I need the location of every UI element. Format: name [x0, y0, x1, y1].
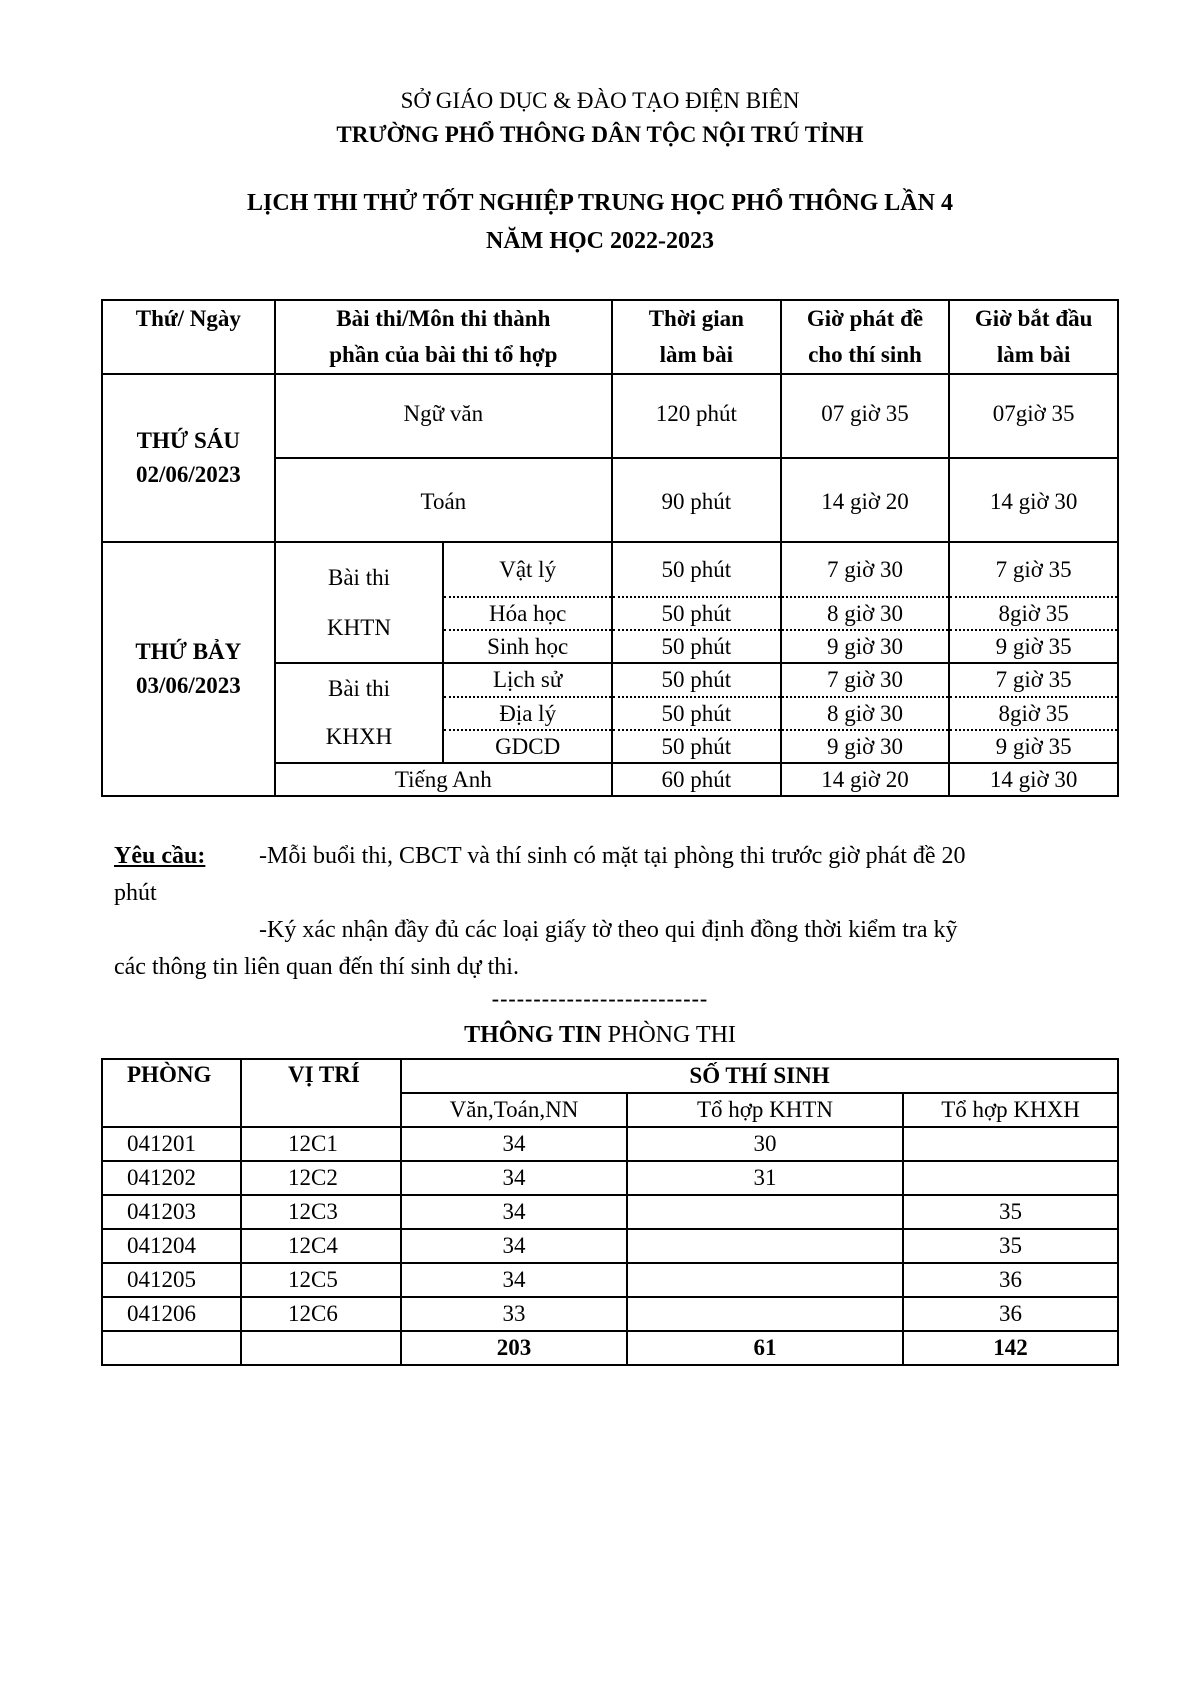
duration-cell: 50 phút: [612, 542, 781, 597]
table-row: [102, 1127, 1118, 1161]
khtn-cell: [627, 1195, 903, 1229]
school-name: TRƯỜNG PHỔ THÔNG DÂN TỘC NỘI TRÚ TỈNH: [336, 122, 864, 147]
start-cell: 14 giờ 30: [949, 763, 1118, 796]
department-name: SỞ GIÁO DỤC & ĐÀO TẠO ĐIỆN BIÊN: [400, 88, 800, 113]
subject-cell: Sinh học: [443, 630, 612, 663]
school-year: NĂM HỌC 2022-2023: [486, 228, 714, 254]
requirements-label: Yêu cầu:: [114, 843, 206, 869]
khtn-cell: 30: [627, 1127, 903, 1161]
subject-cell: Tiếng Anh: [275, 763, 612, 796]
table-row: [102, 1263, 1118, 1297]
start-cell: 14 giờ 30: [949, 458, 1118, 542]
start-cell: 7 giờ 35: [949, 663, 1118, 697]
vtn-cell: 34: [401, 1127, 627, 1161]
duration-cell: 50 phút: [612, 630, 781, 663]
requirement-1: Yêu cầu: -Mỗi buổi thi, CBCT và thí sinh có mặt tại phòng thi trước giờ phát đề 20: [114, 838, 1104, 875]
release-cell: 7 giờ 30: [781, 542, 950, 597]
table-row: [102, 1195, 1118, 1229]
empty-cell: [102, 1331, 241, 1365]
start-cell: 07giờ 35: [949, 374, 1118, 458]
khtn-cell: [627, 1263, 903, 1297]
release-cell: 14 giờ 20: [781, 458, 950, 542]
khxh-cell: [903, 1161, 1118, 1195]
empty-cell: [241, 1331, 401, 1365]
khtn-cell: [627, 1229, 903, 1263]
requirement-2-cont: các thông tin liên quan đến thí sinh dự thi.: [114, 954, 519, 980]
khxh-cell: 35: [903, 1229, 1118, 1263]
day1-cell: THỨ SÁU 02/06/2023: [102, 374, 275, 542]
room-cell: 041206: [102, 1297, 241, 1331]
requirements-section: [114, 838, 1104, 986]
subject-cell: Ngữ văn: [275, 374, 612, 458]
duration-cell: 50 phút: [612, 597, 781, 630]
subject-cell: GDCD: [443, 730, 612, 763]
header-count: SỐ THÍ SINH: [401, 1059, 1118, 1093]
duration-cell: 50 phút: [612, 730, 781, 763]
start-cell: 7 giờ 35: [949, 542, 1118, 597]
table-row: [102, 1161, 1118, 1195]
location-cell: 12C1: [241, 1127, 401, 1161]
room-cell: 041201: [102, 1127, 241, 1161]
header-khxh: Tổ hợp KHXH: [903, 1093, 1118, 1127]
header-duration: Thời gian làm bài: [612, 300, 781, 374]
subject-cell: Địa lý: [443, 697, 612, 730]
table-row: [102, 1229, 1118, 1263]
khtn-group-cell: Bài thi KHTN: [275, 542, 444, 663]
subject-cell: Vật lý: [443, 542, 612, 597]
vtn-cell: 33: [401, 1297, 627, 1331]
location-cell: 12C2: [241, 1161, 401, 1195]
release-cell: 9 giờ 30: [781, 730, 950, 763]
release-cell: 7 giờ 30: [781, 663, 950, 697]
requirement-1-cont: phút: [114, 880, 157, 906]
release-cell: 8 giờ 30: [781, 597, 950, 630]
khxh-cell: [903, 1127, 1118, 1161]
khxh-cell: 35: [903, 1195, 1118, 1229]
vtn-cell: 34: [401, 1195, 627, 1229]
khxh-group-cell: Bài thi KHXH: [275, 663, 444, 763]
room-cell: 041203: [102, 1195, 241, 1229]
header-location: VỊ TRÍ: [241, 1059, 401, 1127]
schedule-header-row: [102, 300, 1118, 374]
vtn-cell: 34: [401, 1263, 627, 1297]
total-vtn: 203: [401, 1331, 627, 1365]
subject-cell: Toán: [275, 458, 612, 542]
room-cell: 041205: [102, 1263, 241, 1297]
release-cell: 9 giờ 30: [781, 630, 950, 663]
vtn-cell: 34: [401, 1161, 627, 1195]
location-cell: 12C6: [241, 1297, 401, 1331]
rooms-header-row: [102, 1059, 1118, 1093]
table-row: [102, 542, 1118, 597]
header-khtn: Tổ hợp KHTN: [627, 1093, 903, 1127]
release-cell: 14 giờ 20: [781, 763, 950, 796]
duration-cell: 50 phút: [612, 697, 781, 730]
rooms-table: [101, 1058, 1119, 1366]
duration-cell: 60 phút: [612, 763, 781, 796]
khtn-cell: [627, 1297, 903, 1331]
start-cell: 8giờ 35: [949, 697, 1118, 730]
total-khxh: 142: [903, 1331, 1118, 1365]
start-cell: 8giờ 35: [949, 597, 1118, 630]
header-subject: Bài thi/Môn thi thành phần của bài thi tổ hợp: [275, 300, 612, 374]
header-start-time: Giờ bắt đầu làm bài: [949, 300, 1118, 374]
header-vtn: Văn,Toán,NN: [401, 1093, 627, 1127]
room-cell: 041204: [102, 1229, 241, 1263]
location-cell: 12C5: [241, 1263, 401, 1297]
vtn-cell: 34: [401, 1229, 627, 1263]
duration-cell: 50 phút: [612, 663, 781, 697]
location-cell: 12C3: [241, 1195, 401, 1229]
release-cell: 07 giờ 35: [781, 374, 950, 458]
table-row: [102, 1297, 1118, 1331]
header-room: PHÒNG: [102, 1059, 241, 1127]
header-day: Thứ/ Ngày: [102, 300, 275, 374]
requirement-2: -Ký xác nhận đầy đủ các loại giấy tờ theo qui định đồng thời kiểm tra kỹ: [259, 917, 958, 943]
start-cell: 9 giờ 35: [949, 630, 1118, 663]
document-title: LỊCH THI THỬ TỐT NGHIỆP TRUNG HỌC PHỔ THÔNG LẦN 4: [247, 190, 953, 216]
khtn-cell: 31: [627, 1161, 903, 1195]
header-release-time: Giờ phát đề cho thí sinh: [781, 300, 950, 374]
khxh-cell: 36: [903, 1297, 1118, 1331]
subject-cell: Hóa học: [443, 597, 612, 630]
khxh-cell: 36: [903, 1263, 1118, 1297]
separator: --------------------------: [491, 986, 709, 1011]
release-cell: 8 giờ 30: [781, 697, 950, 730]
day2-cell: THỨ BẢY 03/06/2023: [102, 542, 275, 796]
room-cell: 041202: [102, 1161, 241, 1195]
exam-schedule-table: [101, 299, 1119, 797]
rooms-title: THÔNG TIN PHÒNG THI: [464, 1022, 736, 1048]
table-row: [102, 374, 1118, 458]
duration-cell: 90 phút: [612, 458, 781, 542]
total-khtn: 61: [627, 1331, 903, 1365]
subject-cell: Lịch sử: [443, 663, 612, 697]
duration-cell: 120 phút: [612, 374, 781, 458]
start-cell: 9 giờ 35: [949, 730, 1118, 763]
totals-row: [102, 1331, 1118, 1365]
location-cell: 12C4: [241, 1229, 401, 1263]
